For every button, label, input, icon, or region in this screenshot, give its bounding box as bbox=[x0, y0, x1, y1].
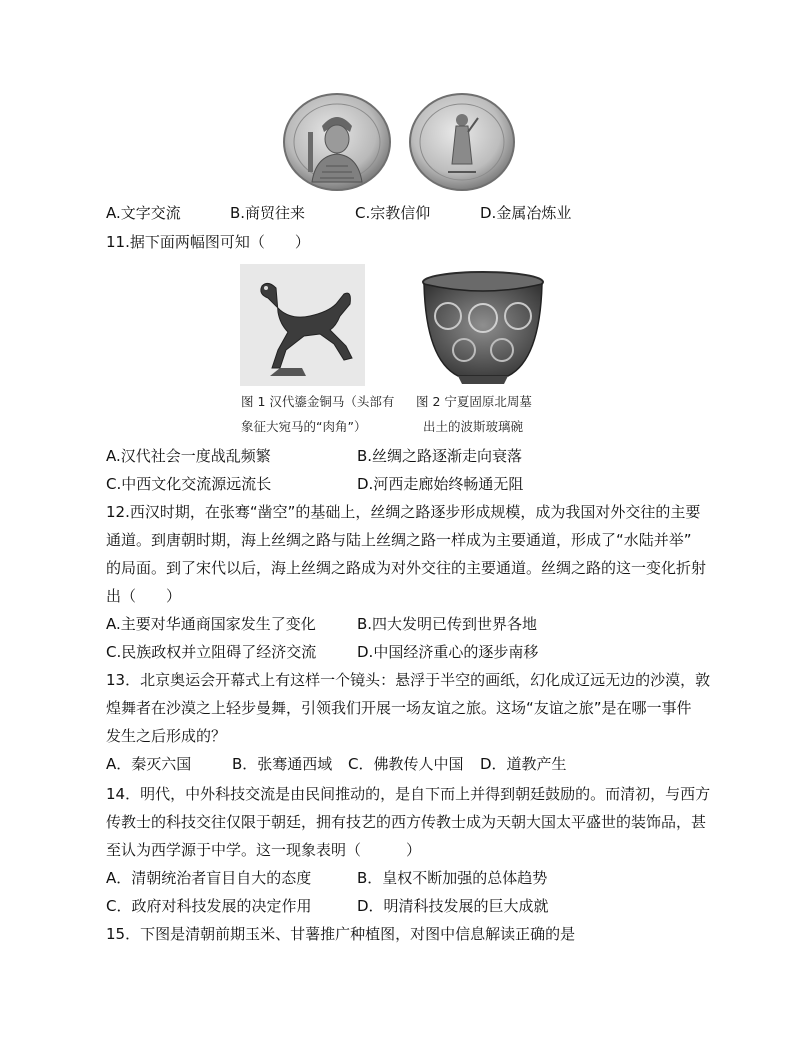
q14-line-2: 传教士的科技交往仅限于朝廷，拥有技艺的西方传教士成为天朝大国太平盛世的装饰品，甚 bbox=[106, 813, 707, 831]
q12-option-b: B.四大发明已传到世界各地 bbox=[357, 615, 538, 633]
fig1-caption-line2: 象征大宛马的“肉角”） bbox=[241, 419, 367, 434]
glass-bowl-image bbox=[418, 268, 548, 388]
q12-option-d: D.中国经济重心的逐步南移 bbox=[357, 643, 539, 661]
q12-line-2: 通道。到唐朝时期，海上丝绸之路与陆上丝绸之路一样成为主要通道，形成了“水陆并举” bbox=[106, 531, 692, 549]
fig1-caption-line1: 图 1 汉代鎏金铜马（头部有 bbox=[241, 394, 395, 409]
q12-line-1: 12.西汉时期，在张骞“凿空”的基础上，丝绸之路逐步形成规模，成为我国对外交往的主要 bbox=[106, 503, 701, 521]
coin-obverse-image bbox=[282, 92, 392, 192]
q14-option-a: A．清朝统治者盲目自大的态度 bbox=[106, 869, 312, 887]
q14-line-3: 至认为西学源于中学。这一现象表明（ ） bbox=[106, 841, 422, 859]
bronze-horse-image bbox=[240, 264, 365, 386]
q10-option-c: C.宗教信仰 bbox=[355, 204, 431, 222]
q14-option-c: C．政府对科技发展的决定作用 bbox=[106, 897, 312, 915]
q11-stem: 11.据下面两幅图可知（ ） bbox=[106, 233, 310, 251]
q10-option-a: A.文字交流 bbox=[106, 204, 181, 222]
q14-line-1: 14．明代，中外科技交流是由民间推动的，是自下而上并得到朝廷鼓励的。而清初，与西方 bbox=[106, 785, 711, 803]
fig2-caption-line2: 出土的波斯玻璃碗 bbox=[423, 419, 524, 434]
q11-option-d: D.河西走廊始终畅通无阻 bbox=[357, 475, 524, 493]
q11-option-a: A.汉代社会一度战乱频繁 bbox=[106, 447, 271, 465]
q14-option-b: B．皇权不断加强的总体趋势 bbox=[357, 869, 548, 887]
fig2-caption-line1: 图 2 宁夏固原北周墓 bbox=[416, 394, 532, 409]
q10-option-d: D.金属冶炼业 bbox=[480, 204, 572, 222]
q12-line-3: 的局面。到了宋代以后，海上丝绸之路成为对外交往的主要通道。丝绸之路的这一变化折射 bbox=[106, 559, 707, 577]
q11-option-c: C.中西文化交流源远流长 bbox=[106, 475, 272, 493]
q13-option-c: C．佛教传人中国 bbox=[348, 755, 464, 773]
q13-line-1: 13．北京奥运会开幕式上有这样一个镜头：悬浮于半空的画纸，幻化成辽远无边的沙漠，敦 bbox=[106, 671, 711, 689]
q13-line-3: 发生之后形成的？ bbox=[106, 727, 227, 745]
q14-option-d: D．明清科技发展的巨大成就 bbox=[357, 897, 549, 915]
q10-option-b: B.商贸往来 bbox=[230, 204, 306, 222]
q13-option-d: D．道教产生 bbox=[480, 755, 567, 773]
q12-option-c: C.民族政权并立阻碍了经济交流 bbox=[106, 643, 317, 661]
q12-option-a: A.主要对华通商国家发生了变化 bbox=[106, 615, 316, 633]
q13-option-b: B．张骞通西域 bbox=[232, 755, 333, 773]
q11-option-b: B.丝绸之路逐渐走向衰落 bbox=[357, 447, 523, 465]
q15-stem: 15．下图是清朝前期玉米、甘薯推广种植图，对图中信息解读正确的是 bbox=[106, 925, 576, 943]
coin-reverse-image bbox=[408, 92, 516, 192]
q12-line-4: 出（ ） bbox=[106, 587, 182, 605]
q13-option-a: A．秦灭六国 bbox=[106, 755, 192, 773]
q13-line-2: 煌舞者在沙漠之上轻步曼舞，引领我们开展一场友谊之旅。这场“友谊之旅”是在哪一事件 bbox=[106, 699, 692, 717]
